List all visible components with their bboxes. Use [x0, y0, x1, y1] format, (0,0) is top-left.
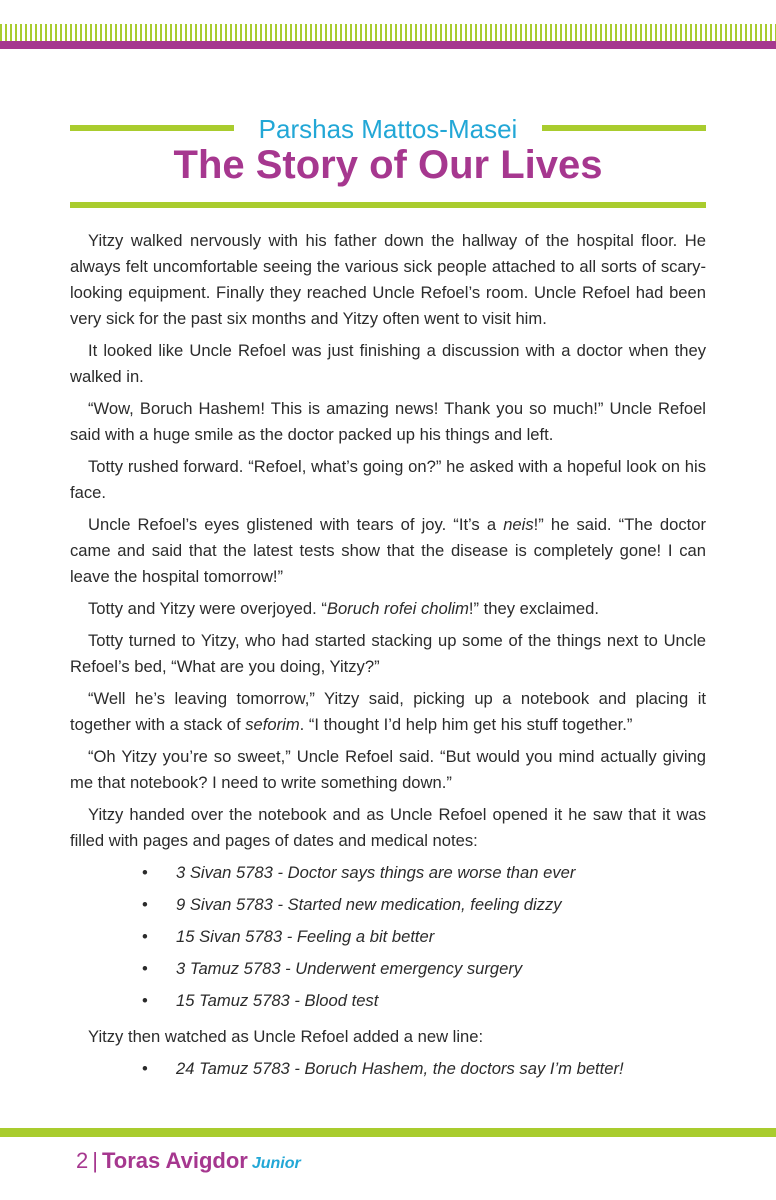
bullet: •	[142, 959, 148, 978]
bullet: •	[142, 1059, 148, 1078]
page-footer	[76, 1146, 301, 1176]
top-purple-band	[0, 41, 776, 49]
paragraph	[70, 596, 706, 622]
list-item	[70, 860, 706, 892]
bottom-green-band	[0, 1128, 776, 1137]
list-item	[70, 924, 706, 956]
list-item	[70, 1056, 706, 1088]
paragraph: Yitzy walked nervously with his father down the hallway of the hospital floor. He always felt uncomfortable seeing the various sick people attached to all sorts of scary-looking equipment. Finally they reached Uncle Refoel’s room. Uncle Refoel had been very sick for the past six months and Yitzy often went to visit him.	[70, 231, 706, 328]
note-text: 3 Tamuz 5783 - Underwent emergency surgery	[176, 959, 523, 978]
paragraph	[70, 512, 706, 590]
text-run: Totty and Yitzy were overjoyed. “	[88, 599, 327, 618]
top-tick-border	[0, 24, 776, 41]
paragraph: It looked like Uncle Refoel was just finishing a discussion with a doctor when they walked in.	[70, 341, 706, 386]
title-rule	[70, 202, 706, 208]
text-run: Uncle Refoel’s eyes glistened with tears of joy. “It’s a	[88, 515, 504, 534]
list-item	[70, 956, 706, 988]
brand-logo-subtext: Junior	[251, 1155, 301, 1172]
text-run: . “I thought I’d help him get his stuff together.”	[299, 715, 633, 734]
text-run: “Well he’s leaving tomorrow,” Yitzy said, picking up a notebook and placing it together with a stack of	[70, 689, 706, 734]
list-item	[70, 892, 706, 924]
paragraph: “Oh Yitzy you’re so sweet,” Uncle Refoel said. “But would you mind actually giving me that notebook? I need to write something down.”	[70, 747, 706, 792]
emphasis: neis	[503, 515, 534, 534]
bullet: •	[142, 895, 148, 914]
new-entry	[70, 1056, 706, 1088]
paragraph: Totty rushed forward. “Refoel, what’s going on?” he asked with a hopeful look on his face.	[70, 457, 706, 502]
bullet: •	[142, 927, 148, 946]
bullet: •	[142, 991, 148, 1010]
paragraph: Totty turned to Yitzy, who had started stacking up some of the things next to Uncle Refoel’s bed, “What are you doing, Yitzy?”	[70, 631, 706, 676]
parsha-subtitle: Parshas Mattos-Masei	[258, 114, 518, 144]
paragraph: Yitzy handed over the notebook and as Uncle Refoel opened it he saw that it was filled with pages and pages of dates and medical notes:	[70, 805, 706, 850]
story-body	[70, 228, 706, 1092]
emphasis: seforim	[245, 715, 300, 734]
notebook-entries	[70, 860, 706, 1020]
list-item	[70, 988, 706, 1020]
text-run: !” he said. “The doctor came and said that the latest tests show that the disease is completely gone! I can leave the hospital tomorrow!”	[70, 515, 707, 586]
note-text: 3 Sivan 5783 - Doctor says things are worse than ever	[176, 863, 576, 882]
note-text: 24 Tamuz 5783 - Boruch Hashem, the doctors say I’m better!	[176, 1059, 624, 1078]
brand-logo-text: Toras Avigdor	[101, 1148, 248, 1173]
paragraph	[70, 686, 706, 738]
story-title: The Story of Our Lives	[173, 143, 603, 187]
page-number: 2	[76, 1148, 89, 1173]
footer-separator: |	[92, 1148, 98, 1173]
emphasis: Boruch rofei cholim	[326, 599, 469, 618]
bullet: •	[142, 863, 148, 882]
note-text: 15 Tamuz 5783 - Blood test	[176, 991, 379, 1010]
text-run: !” they exclaimed.	[468, 599, 599, 618]
paragraph: Yitzy then watched as Uncle Refoel added a new line:	[88, 1027, 484, 1046]
note-text: 9 Sivan 5783 - Started new medication, feeling dizzy	[176, 895, 562, 914]
note-text: 15 Sivan 5783 - Feeling a bit better	[176, 927, 435, 946]
paragraph: “Wow, Boruch Hashem! This is amazing news! Thank you so much!” Uncle Refoel said with a huge smile as the doctor packed up his things and left.	[70, 399, 706, 444]
